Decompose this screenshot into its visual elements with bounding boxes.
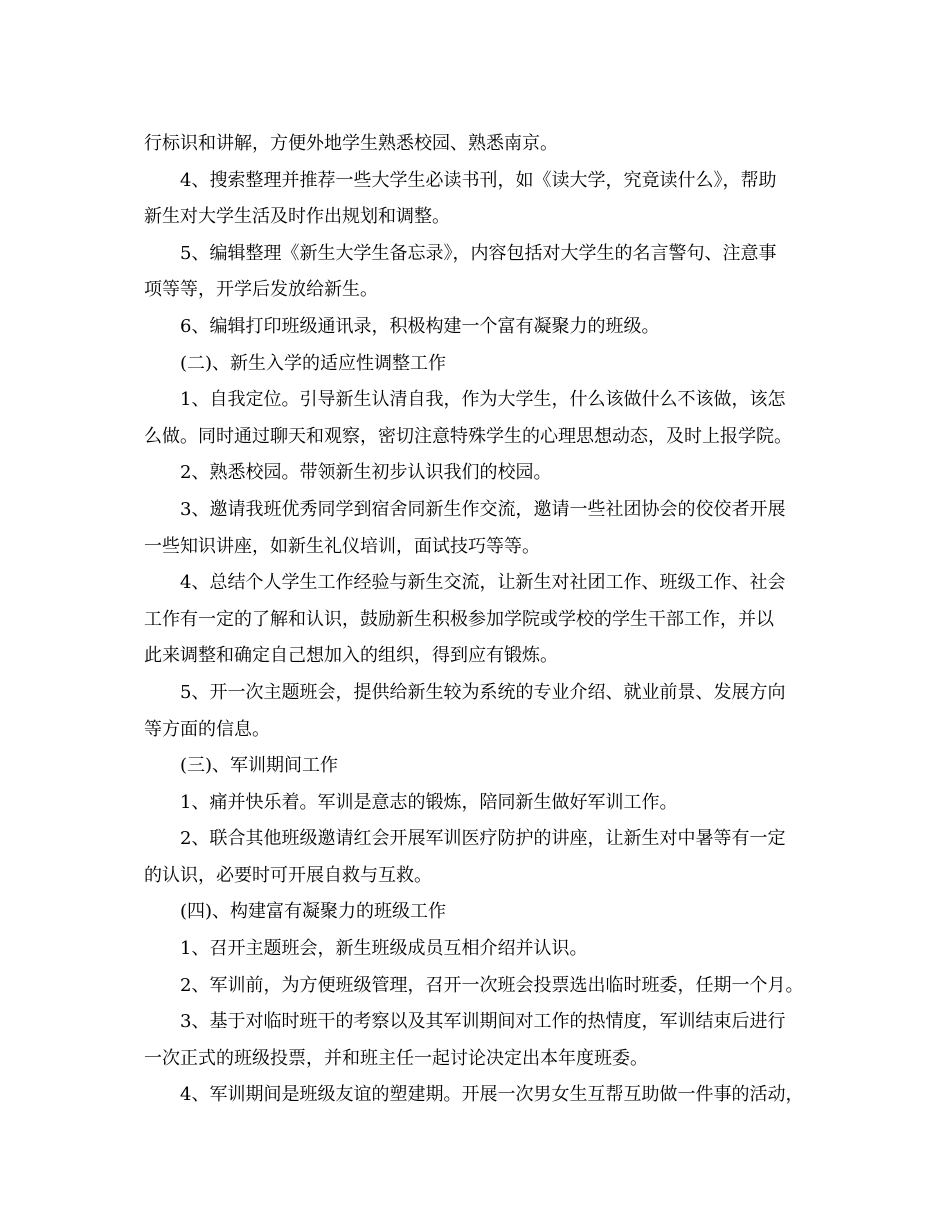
text-line: 4、军训期间是班级友谊的塑建期。开展一次男女生互帮互助做一件事的活动， bbox=[180, 1084, 804, 1106]
text-line: 3、邀请我班优秀同学到宿舍同新生作交流，邀请一些社团协会的佼佼者开展 bbox=[180, 498, 786, 520]
text-line: 的认识，必要时可开展自救与互救。 bbox=[144, 864, 432, 886]
text-line: 工作有一定的了解和认识，鼓励新生积极参加学院或学校的学生干部工作，并以 bbox=[144, 608, 774, 630]
text-line: 一次正式的班级投票，并和班主任一起讨论决定出本年度班委。 bbox=[144, 1047, 648, 1069]
text-line: (二)、新生入学的适应性调整工作 bbox=[180, 352, 447, 374]
text-line: 1、召开主题班会，新生班级成员互相介绍并认识。 bbox=[180, 938, 588, 960]
text-line: 2、熟悉校园。带领新生初步认识我们的校园。 bbox=[180, 462, 552, 484]
text-line: (四)、构建富有凝聚力的班级工作 bbox=[180, 901, 447, 923]
text-line: 1、自我定位。引导新生认清自我，作为大学生，什么该做什么不该做，该怎 bbox=[180, 389, 786, 411]
text-line: 么做。同时通过聊天和观察，密切注意特殊学生的心理思想动态，及时上报学院。 bbox=[144, 425, 792, 447]
text-line: 3、基于对临时班干的考察以及其军训期间对工作的热情度，军训结束后进行 bbox=[180, 1011, 786, 1033]
text-line: 2、军训前，为方便班级管理，召开一次班会投票选出临时班委，任期一个月。 bbox=[180, 974, 804, 996]
text-line: 2、联合其他班级邀请红会开展军训医疗防护的讲座，让新生对中暑等有一定 bbox=[180, 828, 786, 850]
text-line: 1、痛并快乐着。军训是意志的锻炼，陪同新生做好军训工作。 bbox=[180, 791, 678, 813]
text-line: 等方面的信息。 bbox=[144, 718, 270, 740]
text-line: 5、开一次主题班会，提供给新生较为系统的专业介绍、就业前景、发展方向 bbox=[180, 681, 786, 703]
text-line: 4、搜索整理并推荐一些大学生必读书刊，如《读大学，究竟读什么》，帮助 bbox=[180, 169, 777, 191]
text-line: (三)、军训期间工作 bbox=[180, 755, 339, 777]
text-line: 新生对大学生活及时作出规划和调整。 bbox=[144, 206, 450, 228]
document-body bbox=[144, 126, 824, 1114]
text-line: 行标识和讲解，方便外地学生熟悉校园、熟悉南京。 bbox=[144, 133, 558, 154]
text-line: 一些知识讲座，如新生礼仪培训，面试技巧等等。 bbox=[144, 535, 540, 557]
text-line: 4、总结个人学生工作经验与新生交流，让新生对社团工作、班级工作、社会 bbox=[180, 572, 786, 594]
text-line: 6、编辑打印班级通讯录，积极构建一个富有凝聚力的班级。 bbox=[180, 315, 660, 337]
text-line: 5、编辑整理《新生大学生备忘录》，内容包括对大学生的名言警句、注意事 bbox=[180, 242, 777, 264]
text-line: 此来调整和确定自己想加入的组织，得到应有锻炼。 bbox=[144, 645, 558, 667]
text-line: 项等等，开学后发放给新生。 bbox=[144, 279, 378, 301]
